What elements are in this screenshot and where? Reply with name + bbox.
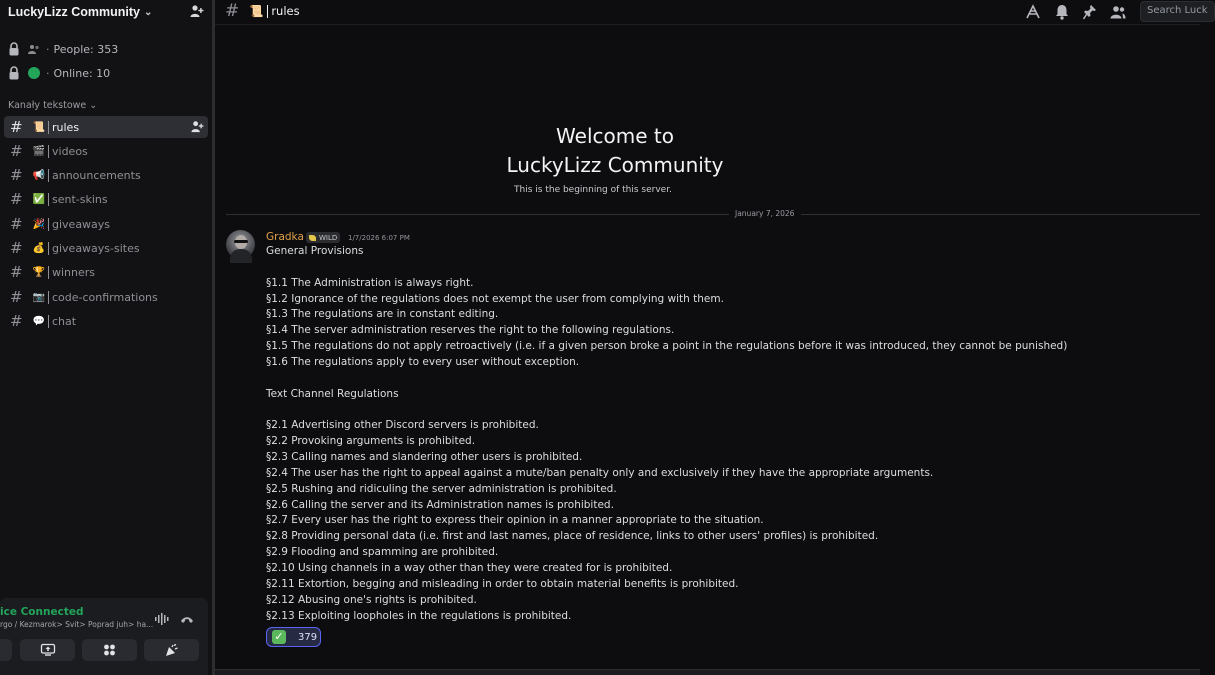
message-timestamp: 1/7/2026 6:07 PM [348,234,410,242]
screen-share-icon [41,644,55,656]
threads-icon[interactable] [1025,4,1041,24]
channel-winners[interactable] [4,261,208,283]
date-divider-right [801,214,1200,215]
message-line: §2.9 Flooding and spamming are prohibited. [266,546,499,559]
search-input[interactable]: Search Luck [1140,1,1215,22]
date-divider-label: January 7, 2026 [735,209,795,218]
screen-share-button[interactable] [20,639,75,661]
server-name: LuckyLizz Community [8,5,140,19]
channel-code-confirmations[interactable] [4,286,208,308]
channel-announcements[interactable] [4,164,208,186]
hash-icon: # [10,239,23,257]
hash-icon: # [10,118,23,136]
add-member-icon[interactable] [190,4,204,21]
avatar[interactable] [226,230,255,259]
channel-emoji: 📷 [32,291,46,303]
message-line: §1.2 Ignorance of the regulations does not exempt the user from complying with them. [266,292,724,305]
message-line: §2.4 The user has the right to appeal against a mute/ban penalty only and exclusively if they have the appropriate arguments. [266,466,934,479]
soundboard-icon [165,644,179,657]
message-line: §2.2 Provoking arguments is prohibited. [266,435,476,448]
hash-icon: # [10,142,23,160]
activities-icon [103,644,116,656]
hash-icon: # [225,1,240,21]
channel-label: videos [52,144,88,158]
message-line: §1.3 The regulations are in constant editing. [266,308,499,321]
pin-icon[interactable] [1083,4,1097,24]
channel-label: winners [52,265,96,279]
channel-emoji: ✅ [32,193,46,205]
message-line: §2.1 Advertising other Discord servers is prohibited. [266,419,539,432]
message-line: §2.5 Rushing and ridiculing the server administration is prohibited. [266,482,617,495]
soundboard-button[interactable] [144,639,199,661]
channel-label: rules [52,120,80,134]
channel-emoji: 📜 [249,4,264,18]
channel-label: announcements [52,168,141,182]
channel-header [215,0,1208,24]
channel-emoji: 💬 [32,315,46,327]
message-line: §2.6 Calling the server and its Administration names is prohibited. [266,498,614,511]
channel-emoji: 📢 [32,169,46,181]
message-line: Text Channel Regulations [266,387,399,400]
check-mark-icon: ✓ [272,630,286,644]
voice-location: rgo / Kezmarok> Svit> Poprad juh> ha... [0,620,154,629]
online-count: Online: 10 [53,66,111,80]
date-divider-left [226,214,729,215]
sidebar-divider [212,0,215,675]
hash-icon: # [10,263,23,281]
header-divider [215,24,1200,25]
channel-label: giveaways-sites [52,241,140,255]
chevron-down-icon: ⌄ [143,6,153,18]
sound-waves-icon[interactable] [155,610,169,629]
lock-icon [8,66,20,80]
message-line: §2.7 Every user has the right to express their opinion in a manner appropriate to the situation. [266,514,764,527]
server-header[interactable] [0,0,212,24]
welcome-subtitle: This is the beginning of this server. [514,185,672,195]
activities-button[interactable] [82,639,137,661]
channel-emoji: 💰 [32,242,46,254]
channel-label: chat [52,314,77,328]
hash-icon: # [10,312,23,330]
channel-label: code-confirmations [52,290,158,304]
hash-icon: # [10,288,23,306]
message-line: §1.4 The server administration reserves the right to the following regulations. [266,324,675,337]
channel-sidebar [0,0,212,675]
members-icon [28,44,40,54]
chevron-down-icon: ⌄ [89,100,98,111]
channel-label: giveaways [52,217,111,231]
message-line: §2.13 Exploiting loopholes in the regulations is prohibited. [266,609,572,622]
message-line: §2.3 Calling names and slandering other users is prohibited. [266,451,583,464]
reaction-count: 379 [298,631,318,643]
message-line: §1.1 The Administration is always right. [266,276,474,289]
member-list-icon[interactable] [1110,4,1126,23]
channel-rules[interactable] [4,116,208,138]
message-author[interactable]: Gradka [266,231,304,243]
people-count-row: · People: 353 [8,41,118,57]
message-line: §1.5 The regulations do not apply retroactively (i.e. if a given person broke a point in the regulations before it was introduced, they cannot be punished) [266,340,1068,353]
disconnect-icon[interactable] [180,610,194,629]
voice-connection-panel [0,598,208,675]
channel-emoji: 🎬 [32,145,46,157]
people-count: People: 353 [53,42,119,56]
message-composer-edge [215,669,1200,675]
channel-giveaways-sites[interactable] [4,237,208,259]
channel-emoji: 📜 [32,121,46,133]
header-channel-name: 📜 rules [249,4,300,18]
hash-icon: # [10,190,23,208]
message-line: §2.12 Abusing one's rights is prohibited. [266,593,477,606]
online-count-row: · Online: 10 [8,65,110,81]
channel-emoji: 🏆 [32,266,46,278]
message-line: General Provisions [266,245,364,257]
camera-button[interactable] [0,639,12,661]
voice-status[interactable]: ice Connected [0,606,84,618]
leaf-icon [309,235,316,241]
message-line: §2.10 Using channels in a way other than they were created for is prohibited. [266,562,673,574]
guild-tag[interactable]: WILD [306,232,340,243]
category-text-channels[interactable]: Kanały tekstowe ⌄ [8,100,98,111]
channel-sent-skins[interactable] [4,188,208,210]
channel-emoji: 🎉 [32,218,46,230]
message-line: §1.6 The regulations apply to every user without exception. [266,355,580,368]
online-status-icon [28,67,40,79]
channel-giveaways[interactable] [4,213,208,235]
notification-bell-icon[interactable] [1055,4,1069,24]
hash-icon: # [10,215,23,233]
reaction-button[interactable] [266,627,321,647]
welcome-title: Welcome to LuckyLizz Community [506,124,724,177]
channel-videos[interactable] [4,140,208,162]
message-line: §2.11 Extortion, begging and misleading in order to obtain material benefits is prohibited. [266,577,739,590]
hash-icon: # [10,166,23,184]
channel-chat[interactable] [4,310,208,332]
lock-icon [8,42,20,56]
message-line: §2.8 Providing personal data (i.e. first and last names, place of residence, links to other users' profiles) is prohibited. [266,530,879,543]
channel-label: sent-skins [52,192,108,206]
add-member-icon[interactable] [191,120,204,136]
